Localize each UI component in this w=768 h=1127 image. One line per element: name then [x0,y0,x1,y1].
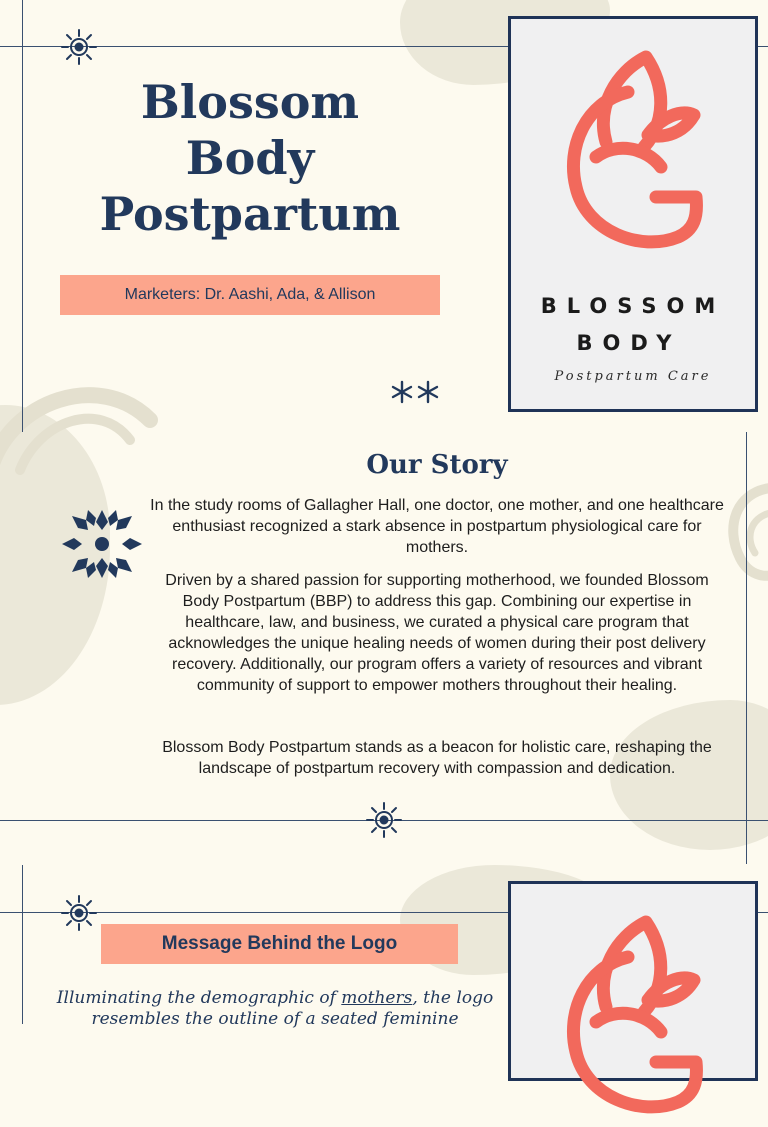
story-paragraph: In the study rooms of Gallagher Hall, one doctor, one mother, and one healthcare enthusiast recognized a stark absence in postpartum physiological care for mothers. [150,497,724,556]
logo-message-underlined-word: mothers [341,988,413,1008]
title-line: Body [185,131,315,185]
guide-line-right-middle [746,432,747,864]
story-paragraph: Driven by a shared passion for supporting motherhood, we founded Blossom Body Postpartum (BBP) to address this gap. Combining our expertise in healthcare, law, and business, we curated a physical care program that acknowledges the unique healing needs of women during their post delivery recovery. Additionally, our program offers a variety of resources and vibrant community of support to empower mothers throughout their healing. [165,572,709,694]
logo-message-text-start: Illuminating the demographic of [56,988,342,1008]
guide-line-left-top [22,0,23,432]
guide-line-left-bottom [22,865,23,1024]
double-asterisk-icon [390,380,442,404]
flower-icon [58,506,146,582]
brand-name-line-2: BODY [576,331,682,355]
brand-logo-card-lower [508,881,758,1081]
title-line: Blossom [140,75,360,129]
story-paragraph: Blossom Body Postpartum stands as a beacon for holistic care, reshaping the landscape of postpartum recovery with compassion and dedication. [162,739,712,777]
blossom-logo-mark [566,912,706,1127]
brand-name-line-1: BLOSSOM [540,294,726,318]
sun-icon [60,894,98,932]
our-story-heading: Our Story [366,450,508,480]
marketers-banner: Marketers: Dr. Aashi, Ada, & Allison [60,275,440,315]
page-title [60,74,440,242]
title-line: Postpartum [99,187,401,241]
logo-message-text-end: , the logo resembles the outline of a seated feminine [91,988,494,1029]
sun-icon [60,28,98,66]
brand-tagline: Postpartum Care [554,369,712,384]
blossom-logo-mark [566,47,706,262]
sun-icon [365,801,403,839]
logo-message-heading: Message Behind the Logo [101,924,458,964]
brand-logo-card [508,16,758,412]
